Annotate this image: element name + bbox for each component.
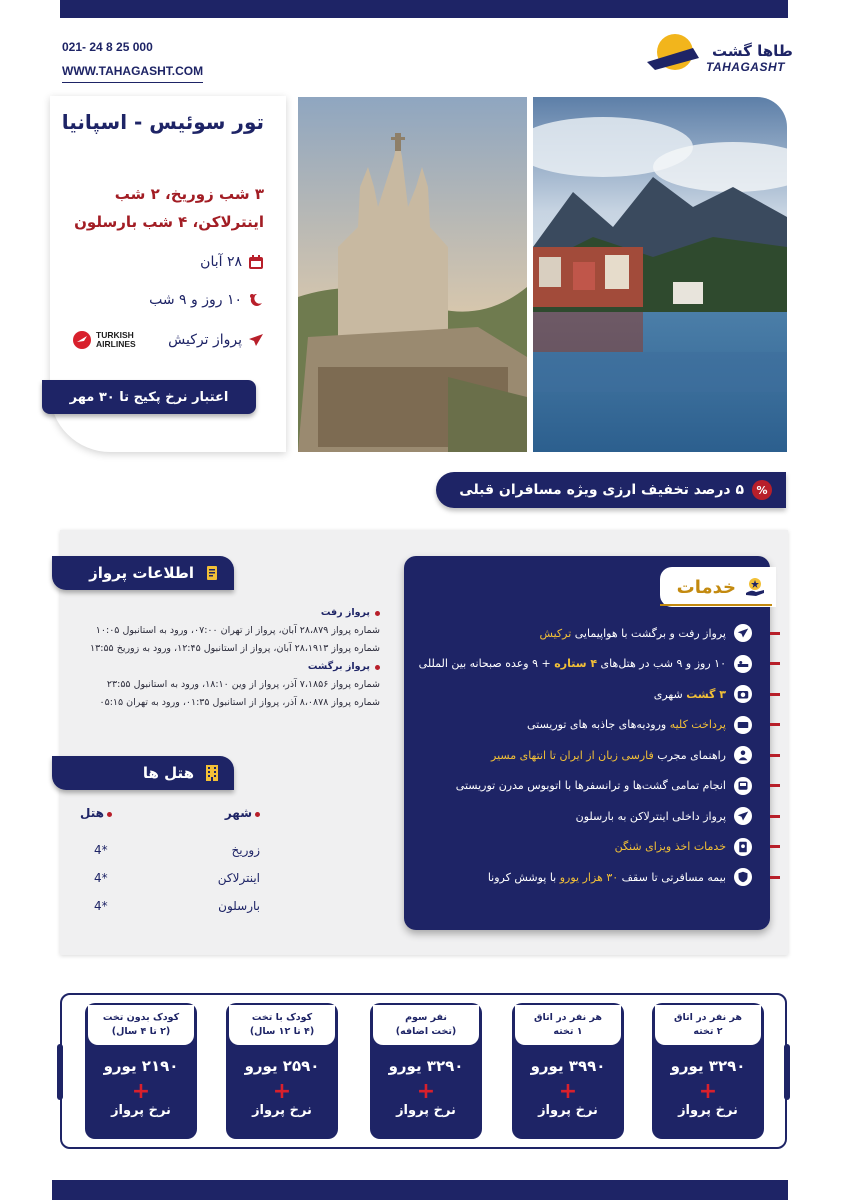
airfare-note: نرخ پرواز <box>252 1103 312 1118</box>
outbound-label: پرواز رفت <box>62 604 380 622</box>
service-text-tail: شهری <box>653 687 687 701</box>
list-item <box>412 618 752 649</box>
price-card-double <box>652 1003 764 1139</box>
flight-info-details <box>62 604 380 712</box>
price-value: ۲۵۹۰ یورو <box>244 1057 320 1075</box>
table-row <box>80 836 260 864</box>
plane-icon <box>248 332 264 348</box>
hotel-stars: 4* <box>94 899 108 913</box>
service-text: انجام تمامی گشت‌ها و ترانسفرها با اتوبوس مدرن توریستی <box>455 779 726 793</box>
price-value: ۳۹۹۰ یورو <box>530 1057 606 1075</box>
price-card-extra-bed <box>370 1003 482 1139</box>
airfare-note: نرخ پرواز <box>396 1103 456 1118</box>
hotels-table <box>80 806 260 920</box>
contact-block <box>62 40 203 83</box>
bottom-bar <box>52 1180 788 1200</box>
hotel-stars: 4* <box>94 843 108 857</box>
service-highlight: پرداخت کلیه <box>669 718 726 732</box>
plane-icon <box>734 624 752 642</box>
list-bullet <box>770 784 780 787</box>
list-item <box>412 832 752 863</box>
bed-icon <box>734 655 752 673</box>
return-line-2: شماره پرواز ۸،۰۸۷۸ آذر، پرواز از استانبول ۰۱:۳۵، ورود به تهران ۰۵:۱۵ <box>99 697 380 708</box>
list-bullet <box>770 754 780 757</box>
service-highlight: ۳۰ هزار یورو <box>559 870 619 884</box>
price-sublabel: (تخت اضافه) <box>395 1026 457 1037</box>
tour-date: ۲۸ آبان <box>200 254 242 270</box>
plus-icon: + <box>416 1079 436 1104</box>
price-sublabel: ۱ تخته <box>553 1026 583 1037</box>
list-bullet <box>770 723 780 726</box>
airfare-note: نرخ پرواز <box>111 1103 171 1118</box>
building-icon <box>204 764 220 782</box>
turkish-airlines-emblem-icon <box>72 330 92 350</box>
service-text: راهنمای مجرب <box>653 748 726 762</box>
service-text-tail: با پوشش کرونا <box>487 870 560 884</box>
hotel-city: زوریخ <box>231 843 260 857</box>
airline-line2: AIRLINES <box>96 339 136 349</box>
list-bullet <box>770 815 780 818</box>
passport-icon <box>734 838 752 856</box>
service-highlight: ۴ ستاره <box>554 657 598 671</box>
shield-icon <box>734 868 752 886</box>
list-bullet <box>770 632 780 635</box>
hotels-col-city: شهر <box>225 806 260 820</box>
tour-duration: ۱۰ روز و ۹ شب <box>149 292 242 308</box>
price-value: ۳۲۹۰ یورو <box>388 1057 464 1075</box>
services-title: خدمات <box>676 576 736 598</box>
tour-duration-row <box>149 292 264 308</box>
ticket-icon <box>734 716 752 734</box>
price-label: کودک بدون تخت <box>102 1012 180 1023</box>
service-text: پرواز رفت و برگشت با هواپیمایی <box>571 626 726 640</box>
service-highlight: خدمات اخذ ویزای شنگن <box>614 840 726 854</box>
list-item <box>412 679 752 710</box>
discount-text: ۵ درصد تخفیف ارزی ویژه مسافران قبلی <box>459 482 744 498</box>
services-heading-underline <box>660 604 772 606</box>
list-item <box>412 771 752 802</box>
calendar-icon <box>248 254 264 270</box>
plus-icon: + <box>272 1079 292 1104</box>
list-bullet <box>770 876 780 879</box>
price-card-single <box>512 1003 624 1139</box>
list-item <box>412 862 752 893</box>
outbound-line-2: شماره پرواز ۲۸،۱۹۱۳ آبان، پرواز از استانبول ۱۲:۴۵، ورود به زوریخ ۱۳:۵۵ <box>90 643 380 654</box>
price-validity-badge: اعتبار نرخ پکیج تا ۳۰ مهر <box>42 380 256 414</box>
tour-nights: ۳ شب زوریخ، ۲ شب اینترلاکن، ۴ شب بارسلون <box>74 185 264 231</box>
price-label: کودک با تخت <box>251 1012 313 1023</box>
plane-icon <box>734 807 752 825</box>
services-list <box>412 618 752 893</box>
list-bullet <box>770 693 780 696</box>
service-highlight: فارسی زبان از ایران تا انتهای مسیر <box>491 748 654 762</box>
moon-sun-icon <box>248 292 264 308</box>
hotel-stars: 4* <box>94 871 108 885</box>
tour-flight-row <box>168 332 264 348</box>
service-text-tail: ورودیه‌های جاذبه های توریستی <box>526 718 670 732</box>
discount-banner <box>436 472 786 508</box>
pricing-side-bar <box>784 1044 790 1100</box>
brand-name-fa: طاها گشت <box>712 42 793 60</box>
outbound-line-1: شماره پرواز ۲۸،۸۷۹ آبان، پرواز از تهران ۰۷:۰۰، ورود به استانبول ۱۰:۰۵ <box>95 625 380 636</box>
price-value: ۲۱۹۰ یورو <box>103 1057 179 1075</box>
hand-star-icon <box>744 576 766 598</box>
top-bar <box>60 0 788 18</box>
service-text: پرواز داخلی اینترلاکن به بارسلون <box>575 809 726 823</box>
hotels-col-hotel: هتل <box>80 806 112 820</box>
price-label: نفر سوم <box>405 1012 447 1023</box>
table-row <box>80 892 260 920</box>
turkish-airlines-logo <box>72 330 136 350</box>
tour-flight: پرواز ترکیش <box>168 332 242 348</box>
hotels-heading <box>52 756 234 790</box>
list-bullet <box>770 662 780 665</box>
list-item <box>412 801 752 832</box>
list-item <box>412 649 752 680</box>
return-line-1: شماره پرواز ۷،۱۸۵۶ آذر، پرواز از وین ۱۸:۱۰، ورود به استانبول ۲۳:۵۵ <box>106 679 380 690</box>
services-card <box>404 556 770 930</box>
price-card-child-with-bed <box>226 1003 338 1139</box>
list-bullet <box>770 845 780 848</box>
interlaken-photo <box>533 97 787 452</box>
percent-icon: % <box>752 480 772 500</box>
list-item <box>412 740 752 771</box>
price-card-child-no-bed <box>85 1003 197 1139</box>
list-item <box>412 710 752 741</box>
airfare-note: نرخ پرواز <box>538 1103 598 1118</box>
price-sublabel: (۴ تا ۱۲ سال) <box>249 1026 315 1037</box>
guide-icon <box>734 746 752 764</box>
price-label: هر نفر در اتاق <box>534 1012 602 1023</box>
return-label: پرواز برگشت <box>62 658 380 676</box>
price-value: ۳۲۹۰ یورو <box>670 1057 746 1075</box>
phone-number[interactable]: 021- 24 8 25 000 <box>62 40 153 54</box>
barcelona-photo <box>298 97 527 452</box>
bus-icon <box>734 777 752 795</box>
price-sublabel: (۲ تا ۴ سال) <box>111 1026 171 1037</box>
pricing-side-bar <box>57 1044 63 1100</box>
camera-icon <box>734 685 752 703</box>
brand-name-en: TAHAGASHT <box>706 60 785 74</box>
service-highlight: ۳ گشت <box>686 687 726 701</box>
plus-icon: + <box>131 1079 151 1104</box>
plus-icon: + <box>698 1079 718 1104</box>
website-link[interactable]: WWW.TAHAGASHT.COM <box>62 64 203 83</box>
service-text: ۱۰ روز و ۹ شب در هتل‌های <box>597 657 726 671</box>
flight-info-title: اطلاعات پرواز <box>89 564 194 582</box>
price-sublabel: ۲ تخته <box>693 1026 723 1037</box>
airfare-note: نرخ پرواز <box>678 1103 738 1118</box>
service-highlight: ترکیش <box>539 626 572 640</box>
document-icon <box>204 565 220 581</box>
tour-title: تور سوئیس - اسپانیا <box>61 110 264 134</box>
tour-date-row <box>200 254 264 270</box>
hotel-city: اینترلاکن <box>217 871 260 885</box>
price-label: هر نفر در اتاق <box>674 1012 742 1023</box>
service-text-tail: + ۹ وعده صبحانه بین المللی <box>418 657 555 671</box>
hotels-title: هتل ها <box>142 764 194 782</box>
plus-icon: + <box>558 1079 578 1104</box>
airline-line1: TURKISH <box>96 330 134 340</box>
table-row <box>80 864 260 892</box>
hotel-city: بارسلون <box>218 899 260 913</box>
services-heading <box>660 567 776 607</box>
service-text: بیمه مسافرتی تا سقف <box>618 870 726 884</box>
flight-info-heading <box>52 556 234 590</box>
